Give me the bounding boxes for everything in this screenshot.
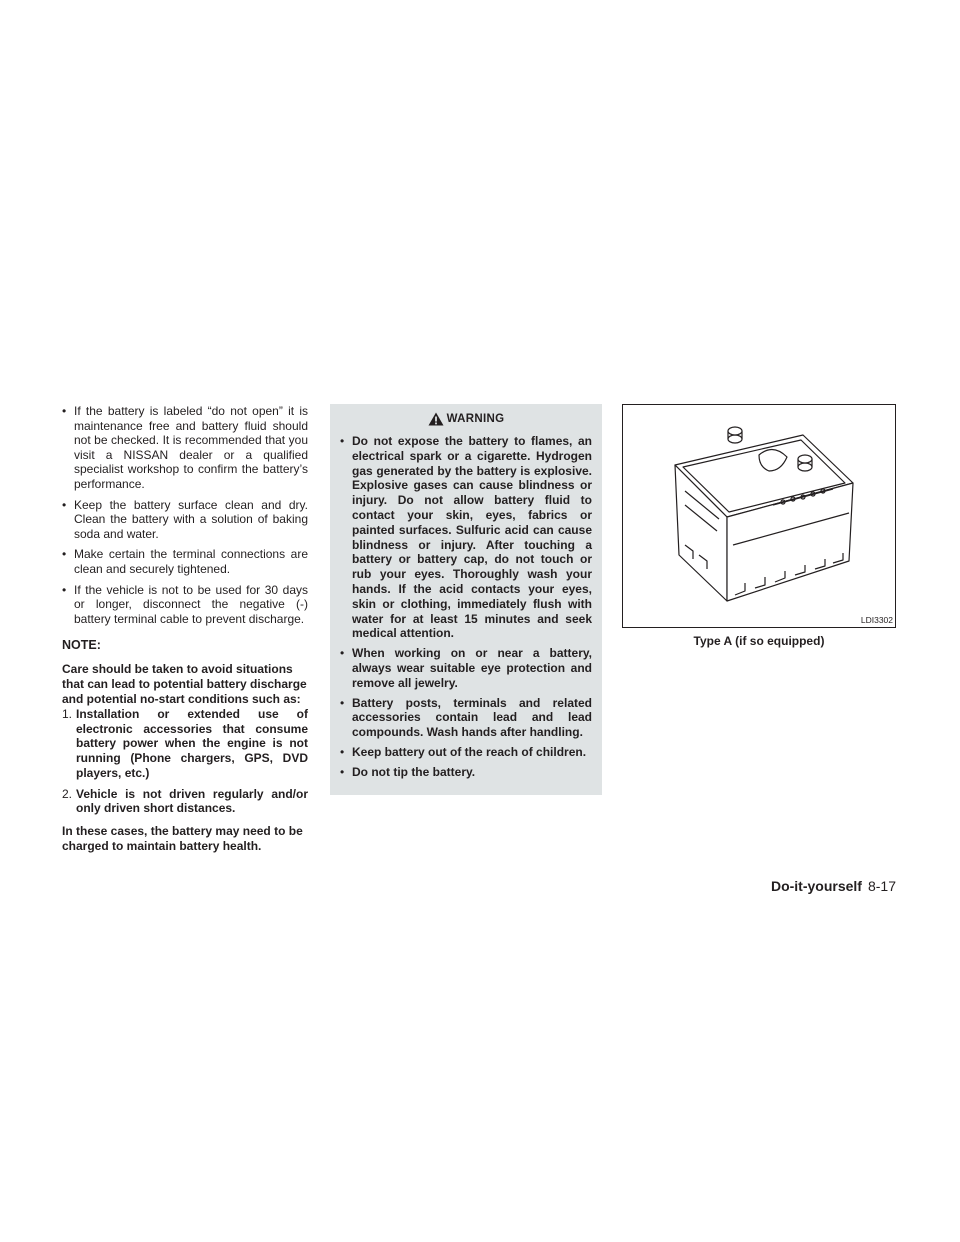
page-footer — [771, 878, 896, 894]
bullet-item: • If the vehicle is not to be used for 30 days or longer, disconnect the negative (-) battery terminal cable to prevent discharge. — [62, 583, 308, 627]
note-intro: Care should be taken to avoid situations that can lead to potential battery discharge and potential no-start conditions such as: — [62, 662, 307, 706]
battery-figure — [622, 404, 896, 628]
numbered-item — [62, 707, 308, 781]
warning-title: WARNING — [446, 413, 505, 425]
note-numbered-list — [62, 707, 308, 817]
note-closing: In these cases, the battery may need to be charged to maintain battery health. — [62, 824, 303, 854]
item-number: 1. — [62, 706, 73, 721]
warning-item: • Keep battery out of the reach of children. — [340, 745, 592, 760]
warning-triangle-icon — [428, 412, 444, 426]
section-title: Do-it-yourself — [770, 878, 862, 894]
warning-item: • Battery posts, terminals and related accessories contain lead and lead compounds. Wash hands after handling. — [340, 696, 592, 740]
warning-list — [340, 434, 592, 780]
page-number: 8-17 — [867, 878, 896, 894]
item-number: 2. — [62, 786, 73, 801]
middle-column — [330, 404, 602, 795]
warning-item: • When working on or near a battery, always wear suitable eye protection and remove all jewelry. — [340, 646, 592, 690]
left-column — [62, 404, 308, 854]
warning-item: • Do not tip the battery. — [340, 765, 592, 780]
item-text: Vehicle is not driven regularly and/or only driven short distances. — [76, 786, 308, 816]
bullet-item: • If the battery is labeled “do not open” it is maintenance free and battery fluid should not be checked. It is recommended that you visit a NISSAN dealer or a qualified specialist workshop to confirm the battery’s performance. — [62, 404, 308, 492]
figure-caption: Type A (if so equipped) — [693, 634, 825, 648]
warning-box — [330, 404, 602, 795]
bullet-item: • Make certain the terminal connections are clean and securely tightened. — [62, 547, 308, 576]
battery-illustration — [623, 405, 895, 627]
maintenance-bullet-list — [62, 404, 308, 626]
figure-code: LDI3302 — [860, 615, 893, 625]
item-text: Installation or extended use of electronic accessories that consume battery power when the engine is not running (Phone chargers, GPS, DVD players, etc.) — [76, 706, 308, 780]
numbered-item — [62, 787, 308, 817]
note-title: NOTE: — [62, 638, 101, 653]
right-column — [622, 404, 896, 648]
warning-item: • Do not expose the battery to flames, an electrical spark or a cigarette. Hydrogen gas generated by the battery is explosive. Explosive gases can cause blindness or injury. Do not allow battery fluid to contact your skin, eyes, fabrics or painted surfaces. Sulfuric acid can cause blindness or injury. After touching a battery or battery cap, do not touch or rub your eyes. Thoroughly wash your hands. If the acid contacts your eyes, skin or clothing, immediately flush with water for at least 15 minutes and seek medical attention. — [340, 434, 592, 641]
bullet-item: • Keep the battery surface clean and dry. Clean the battery with a solution of baking soda and water. — [62, 498, 308, 542]
warning-header — [340, 412, 592, 426]
